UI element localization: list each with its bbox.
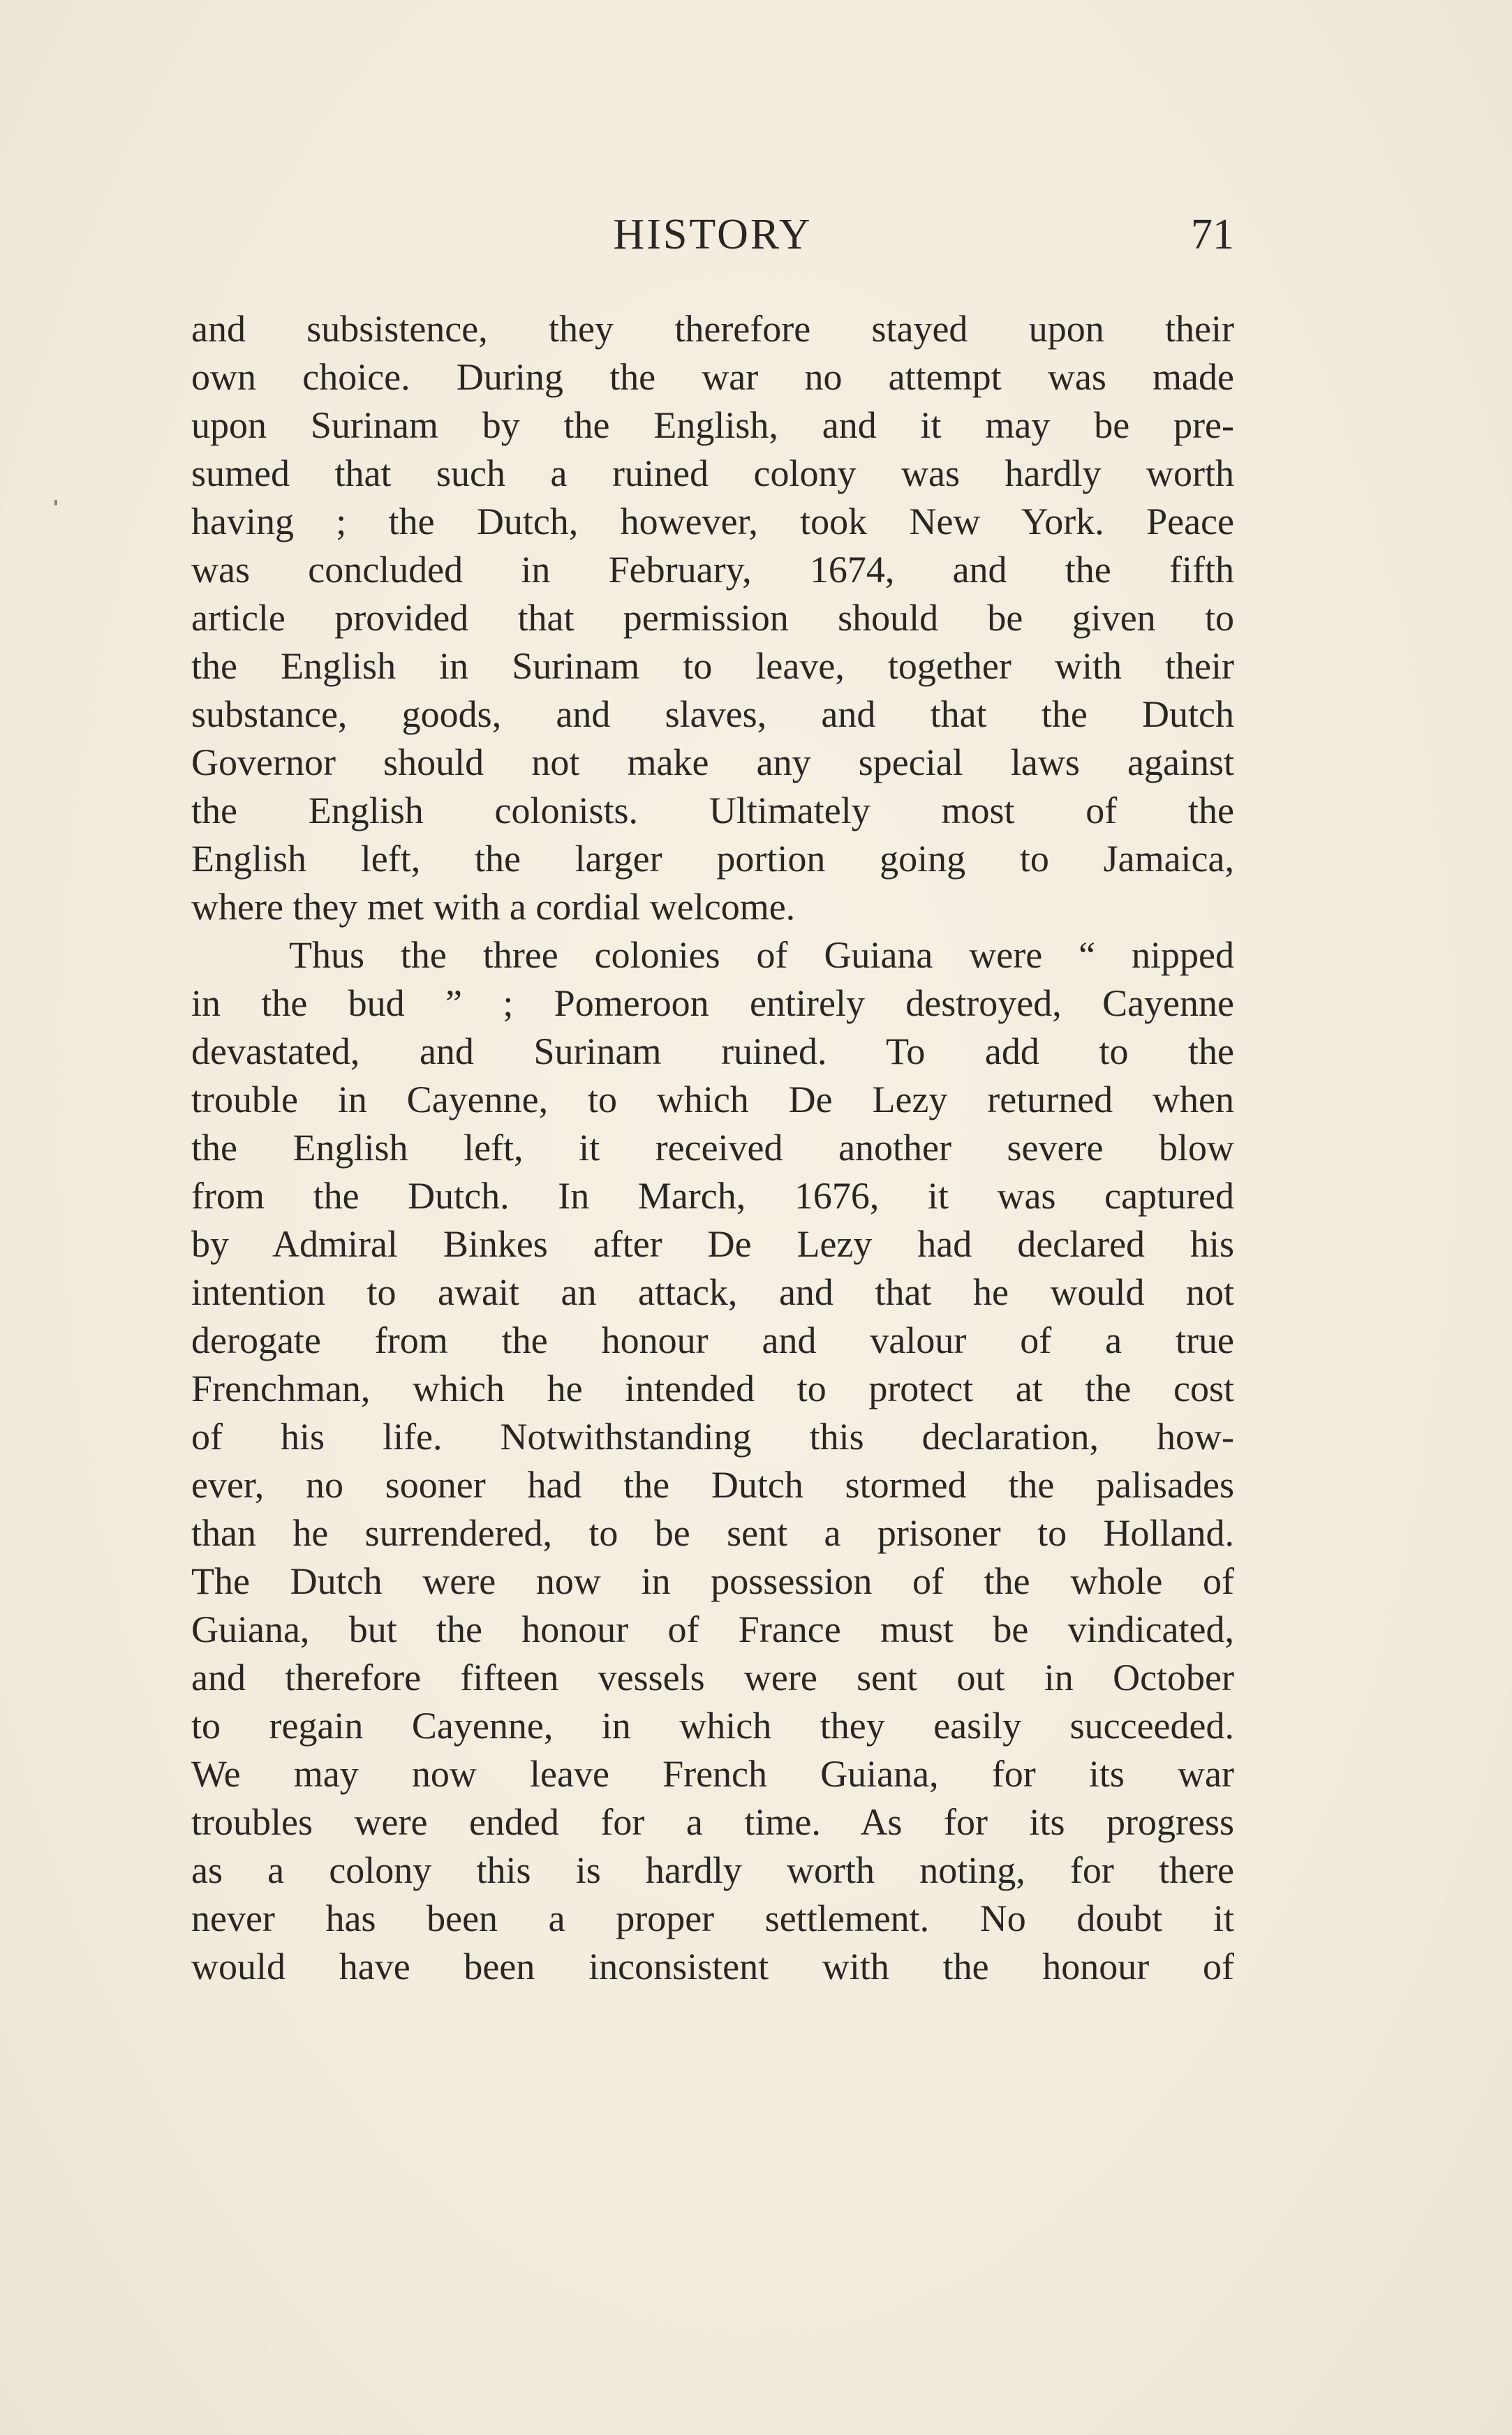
text-line: We may now leave French Guiana, for its war <box>191 1753 1234 1795</box>
running-head-title: HISTORY <box>613 211 813 258</box>
text-line: never has been a proper settlement. No doubt it <box>191 1897 1234 1939</box>
text-line: the English colonists. Ultimately most of the <box>191 790 1234 831</box>
text-line: and subsistence, they therefore stayed upon their <box>191 308 1234 350</box>
text-line: article provided that permission should be given to <box>191 597 1234 639</box>
text-line: Frenchman, which he intended to protect at the cost <box>191 1368 1234 1409</box>
running-head <box>191 207 1234 262</box>
text-line: ever, no sooner had the Dutch stormed the palisades <box>191 1464 1234 1506</box>
text-line: of his life. Notwithstanding this declaration, how- <box>191 1416 1234 1458</box>
text-line: sumed that such a ruined colony was hardly worth <box>191 452 1234 494</box>
text-line: upon Surinam by the English, and it may be pre- <box>191 404 1234 446</box>
text-line: devastated, and Surinam ruined. To add to the <box>191 1030 1234 1072</box>
text-line: would have been inconsistent with the honour of <box>191 1946 1234 1988</box>
text-line: than he surrendered, to be sent a prisoner to Holland. <box>191 1512 1234 1554</box>
text-line: the English left, it received another severe blow <box>191 1127 1234 1169</box>
text-line: was concluded in February, 1674, and the fifth <box>191 549 1234 591</box>
text-line: the English in Surinam to leave, together with their <box>191 645 1234 687</box>
text-line: from the Dutch. In March, 1676, it was captured <box>191 1175 1234 1217</box>
text-line: to regain Cayenne, in which they easily succeeded. <box>191 1705 1234 1747</box>
text-line: and therefore fifteen vessels were sent out in October <box>191 1657 1234 1698</box>
text-line: derogate from the honour and valour of a true <box>191 1319 1234 1361</box>
text-line: The Dutch were now in possession of the whole of <box>191 1560 1234 1602</box>
paragraph-end-line: where they met with a cordial welcome. <box>191 886 796 928</box>
text-line: trouble in Cayenne, to which De Lezy returned when <box>191 1079 1234 1120</box>
text-line: Governor should not make any special laws against <box>191 741 1234 783</box>
text-line: in the bud ” ; Pomeroon entirely destroyed, Cayenne <box>191 982 1234 1024</box>
paragraph-start-line: Thus the three colonies of Guiana were “ nipped <box>289 934 1234 976</box>
text-line: English left, the larger portion going to Jamaica, <box>191 838 1234 880</box>
text-line: having ; the Dutch, however, took New York. Peace <box>191 501 1234 542</box>
page-number: 71 <box>1191 211 1234 258</box>
paper-speck <box>54 500 57 505</box>
text-line: Guiana, but the honour of France must be vindicated, <box>191 1608 1234 1650</box>
text-line: own choice. During the war no attempt was made <box>191 356 1234 398</box>
body-text <box>191 305 1234 1991</box>
text-line: troubles were ended for a time. As for its progress <box>191 1801 1234 1843</box>
text-line: substance, goods, and slaves, and that the Dutch <box>191 693 1234 735</box>
text-line: as a colony this is hardly worth noting, for there <box>191 1849 1234 1891</box>
text-line: by Admiral Binkes after De Lezy had declared his <box>191 1223 1234 1265</box>
text-line: intention to await an attack, and that he would not <box>191 1271 1234 1313</box>
